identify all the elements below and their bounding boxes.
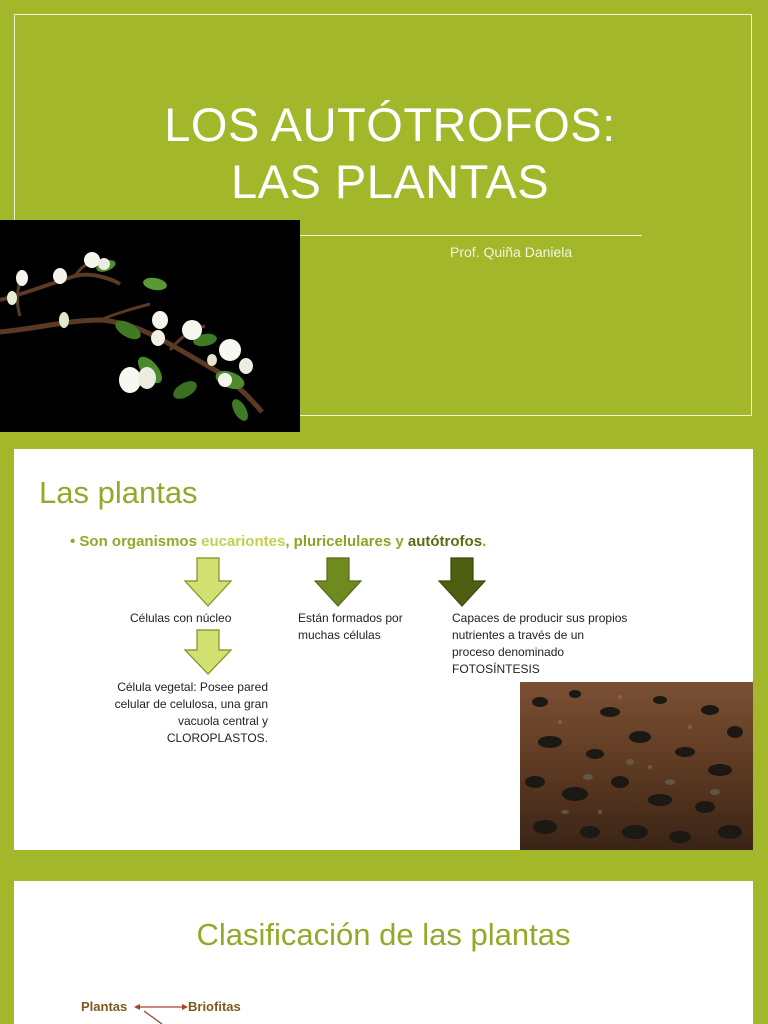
plant-cell-explanation bbox=[58, 679, 268, 747]
title-line-2: LAS PLANTAS bbox=[230, 155, 550, 208]
term-eucariontes: eucariontes bbox=[201, 533, 286, 550]
slide-title bbox=[60, 96, 720, 210]
classification-slide bbox=[14, 881, 753, 1024]
node-briofitas: Briofitas bbox=[188, 999, 241, 1014]
text-line: FOTOSÍNTESIS bbox=[452, 662, 540, 676]
text-line: Capaces de producir sus propios bbox=[452, 611, 628, 625]
text-line: celular de celulosa, una gran bbox=[114, 697, 268, 711]
autotroph-explanation bbox=[452, 610, 627, 678]
text-line: Están formados por bbox=[298, 611, 403, 625]
bullet-prefix: • Son organismos bbox=[70, 533, 202, 550]
bullet-sep-2: y bbox=[391, 533, 408, 550]
plants-overview-slide bbox=[14, 449, 753, 850]
bullet-suffix: . bbox=[482, 533, 487, 550]
text-line: vacuola central y bbox=[177, 714, 268, 728]
multicellular-explanation bbox=[298, 610, 403, 644]
down-arrow-icon bbox=[314, 557, 362, 607]
text-line: nutrientes a través de un bbox=[452, 628, 585, 642]
down-arrow-icon bbox=[184, 557, 232, 607]
bullet-sep-1: , bbox=[285, 533, 294, 550]
title-divider bbox=[300, 235, 642, 236]
eukaryote-explanation: Células con núcleo bbox=[130, 611, 232, 625]
text-line: muchas células bbox=[298, 628, 381, 642]
title-line-1: LOS AUTÓTROFOS: bbox=[164, 98, 616, 151]
blossom-branch-illustration bbox=[0, 220, 300, 432]
section-heading: Clasificación de las plantas bbox=[196, 917, 571, 952]
term-autotrofos: autótrofos bbox=[407, 533, 483, 550]
soil-photo bbox=[520, 682, 753, 850]
text-line: CLOROPLASTOS. bbox=[166, 731, 268, 745]
down-arrow-icon bbox=[438, 557, 486, 607]
title-slide bbox=[0, 0, 768, 432]
node-plantas: Plantas bbox=[81, 999, 128, 1014]
text-line: proceso denominado bbox=[452, 645, 565, 659]
definition-bullet bbox=[70, 533, 486, 550]
text-line: Célula vegetal: Posee pared bbox=[117, 680, 268, 694]
soil-illustration bbox=[520, 682, 753, 850]
classification-connector-arrows bbox=[132, 997, 192, 1024]
down-arrow-icon bbox=[184, 629, 232, 675]
blossom-branch-photo bbox=[0, 220, 300, 432]
author-name: Prof. Quiña Daniela bbox=[450, 244, 573, 260]
section-heading: Las plantas bbox=[39, 475, 198, 510]
term-pluricelulares: pluricelulares bbox=[293, 533, 392, 550]
